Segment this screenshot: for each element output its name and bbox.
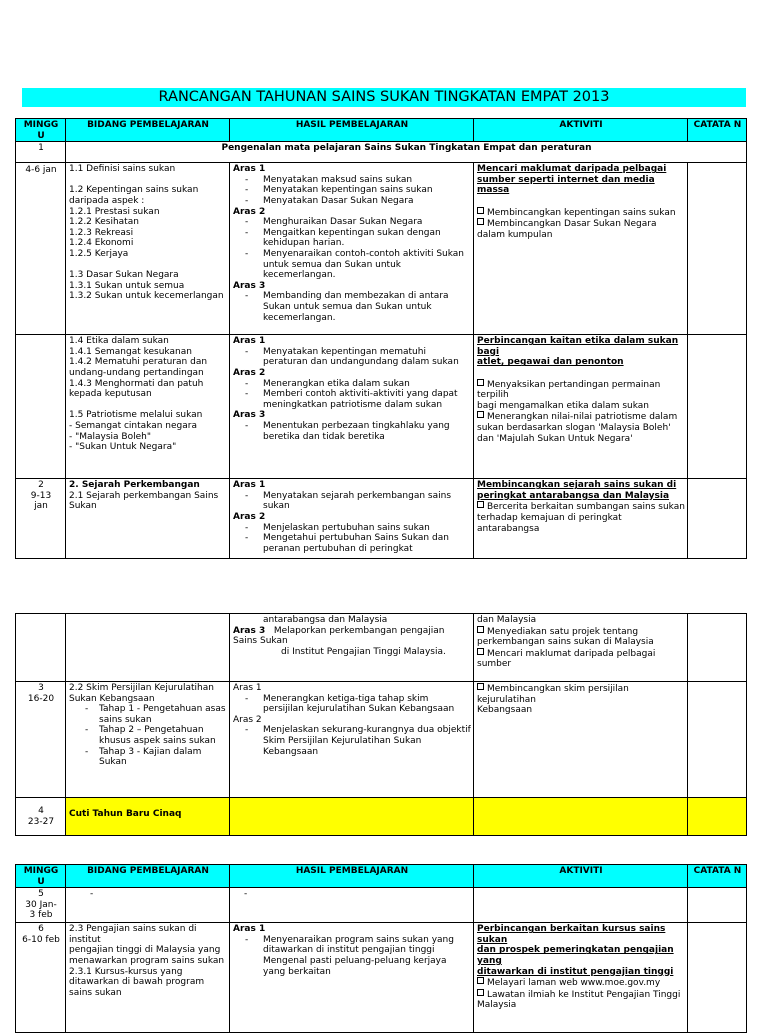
catatan-cell xyxy=(688,163,747,335)
header-catatan: CATATA N xyxy=(688,865,747,888)
list-item: - Menyatakan sejarah perkembangan sains sukan xyxy=(233,491,471,512)
catatan-cell xyxy=(688,614,747,682)
week-number: 6 xyxy=(38,924,44,935)
week-dates: 9-13 xyxy=(30,490,52,501)
header-minggu: MINGG U xyxy=(16,865,66,888)
activity-title: peringkat antarabangsa dan Malaysia xyxy=(477,490,670,501)
hasil-cell xyxy=(230,798,474,836)
week-cell xyxy=(16,888,66,923)
list-item: - Menerangkan ketiga-tiga tahap skim persijilan kejurulatihan Sukan Kebangsaan xyxy=(233,694,471,715)
plan-table-1 xyxy=(15,118,747,559)
list-item: 1.3 Dasar Sukan Negara xyxy=(69,270,179,281)
list-item: - Tahap 3 - Kajian dalam Sukan xyxy=(69,747,227,768)
hasil-cell: - xyxy=(230,888,474,923)
activity-title: Mencari maklumat daripada pelbagai sumber seperti internet dan media massa xyxy=(477,164,667,196)
level-label: Aras 2 xyxy=(233,511,266,522)
list-item: 1.5 Patriotisme melalui sukan xyxy=(69,410,203,421)
week-cell xyxy=(16,335,66,479)
catatan-cell xyxy=(688,682,747,798)
week-cell xyxy=(16,479,66,559)
header-aktiviti: AKTIVITI xyxy=(474,865,688,888)
bidang-cell xyxy=(66,335,230,479)
level-label: Aras 2 xyxy=(233,367,266,378)
list-item: - Menentukan perbezaan tingkahlaku yang beretika dan tidak beretika xyxy=(233,421,471,442)
catatan-cell xyxy=(688,479,747,559)
bidang-cell xyxy=(66,682,230,798)
list-item: Sukan xyxy=(69,501,97,512)
week-dates: 6-10 feb xyxy=(22,934,60,945)
list-item: - Menyenaraikan contoh-contoh aktiviti Sukan untuk semua dan Sukan untuk kecemerlangan. xyxy=(233,249,471,281)
list-item: 2.1 Sejarah perkembangan Sains xyxy=(69,490,219,501)
hasil-cell xyxy=(230,335,474,479)
list-item: - Mengetahui pertubuhan Sains Sukan dan peranan pertubuhan di peringkat xyxy=(233,533,471,554)
intro-text: Pengenalan mata pelajaran Sains Sukan Tingkatan Empat dan peraturan xyxy=(66,142,747,163)
document-title: RANCANGAN TAHUNAN SAINS SUKAN TINGKATAN EMPAT 2013 xyxy=(22,88,746,107)
catatan-cell xyxy=(688,888,747,923)
list-item: 2.3 Pengajian sains sukan di institut xyxy=(69,924,197,945)
bidang-cell xyxy=(66,163,230,335)
activity-title: dan prospek pemeringkatan pengajian yang xyxy=(477,945,674,966)
header-minggu: MINGG U xyxy=(16,119,66,142)
list-item: 1.2.1 Prestasi sukan xyxy=(69,206,160,217)
list-item: 1.3.2 Sukan untuk kecemerlangan xyxy=(69,291,224,302)
list-item: Mencari maklumat daripada pelbagai sumber xyxy=(477,648,685,670)
list-item: 1.4 Etika dalam sukan xyxy=(69,336,169,347)
list-item: sukan berdasarkan slogan 'Malaysia Boleh' xyxy=(477,422,671,433)
week-dates: 23-27 xyxy=(27,817,55,827)
list-item: - Tahap 2 – Pengetahuan khusus aspek sains sukan xyxy=(69,725,227,746)
list-item: - "Sukan Untuk Negara" xyxy=(69,442,177,453)
list-item: Menyaksikan pertandingan permainan terpilih xyxy=(477,379,685,401)
level-label: Aras 3 xyxy=(233,410,266,421)
bidang-cell: - xyxy=(66,888,230,923)
level-label: Aras 1 xyxy=(233,683,262,693)
bidang-cell xyxy=(66,923,230,1033)
table-row xyxy=(16,682,747,798)
list-item: Kebangsaan xyxy=(477,705,533,716)
list-item: Lawatan ilmiah ke Institut Pengajian Tinggi Malaysia xyxy=(477,989,685,1011)
topic-title: 2. Sejarah Perkembangan xyxy=(69,480,200,491)
list-item: 1.4.2 Mematuhi peraturan dan undang-undang pertandingan xyxy=(69,357,208,378)
header-bidang: BIDANG PEMBELAJARAN xyxy=(66,865,230,888)
list-item: Menyediakan satu projek tentang perkembangan sains sukan di Malaysia xyxy=(477,626,685,648)
list-item: - Menerangkan etika dalam sukan xyxy=(233,379,471,390)
list-item: 2.2 Skim Persijilan Kejurulatihan xyxy=(69,683,214,693)
header-bidang: BIDANG PEMBELAJARAN xyxy=(66,119,230,142)
hasil-cell xyxy=(230,479,474,559)
aktiviti-cell xyxy=(474,682,688,798)
week-cell xyxy=(16,614,66,682)
list-item: Sukan Kebangsaan xyxy=(69,693,155,704)
list-item: antarabangsa dan Malaysia xyxy=(263,615,388,625)
table-row xyxy=(16,614,747,682)
level-label: Aras 1 xyxy=(233,164,266,175)
bidang-cell xyxy=(66,614,230,682)
list-item: - Menyenaraikan program sains sukan yang ditawarkan di institut pengajian tinggi Mengenal pasti peluang-peluang kerjaya yang berkaitan xyxy=(233,935,471,977)
list-item: - Semangat cintakan negara xyxy=(69,420,197,431)
list-item: Bercerita berkaitan sumbangan sains sukan xyxy=(477,501,685,513)
list-item: terhadap kemajuan di peringkat antarabangsa xyxy=(477,512,622,534)
level-label: Aras 3 xyxy=(233,280,266,291)
week-dates: 30 Jan- xyxy=(25,899,57,910)
plan-table-3 xyxy=(15,864,747,1033)
list-item: Menerangkan nilai-nilai patriotisme dalam xyxy=(477,411,685,423)
list-item: - Memberi contoh aktiviti-aktiviti yang dapat meningkatkan patriotisme dalam sukan xyxy=(233,389,471,410)
list-item: 1.1 Definisi sains sukan xyxy=(69,164,176,175)
week-number: 2 xyxy=(38,480,44,491)
list-item: 1.2.5 Kerjaya xyxy=(69,248,129,259)
aktiviti-cell xyxy=(474,888,688,923)
week-month: jan xyxy=(34,501,48,512)
hasil-cell xyxy=(230,163,474,335)
header-catatan: CATATA N xyxy=(688,119,747,142)
hasil-cell xyxy=(230,923,474,1033)
week-cell xyxy=(16,682,66,798)
aktiviti-cell xyxy=(474,335,688,479)
activity-title: Perbincangan kaitan etika dalam sukan bagi xyxy=(477,336,679,357)
list-item: - Mengaitkan kepentingan sukan dengan kehidupan harian. xyxy=(233,228,471,249)
week-cell xyxy=(16,923,66,1033)
list-item: 1.2.2 Kesihatan xyxy=(69,217,139,228)
aktiviti-cell xyxy=(474,479,688,559)
plan-table-2 xyxy=(15,613,747,836)
level-label: Aras 2 xyxy=(233,206,266,217)
week-number: 5 xyxy=(38,889,44,900)
list-item: bagi mengamalkan etika dalam sukan xyxy=(477,400,649,411)
week-dates: 3 feb xyxy=(29,910,53,921)
table-row xyxy=(16,479,747,559)
list-item: Membincangkan Dasar Sukan Negara dalam kumpulan xyxy=(477,218,685,240)
table-header-row xyxy=(16,865,747,888)
aktiviti-cell xyxy=(474,923,688,1033)
list-item: 1.2.4 Ekonomi xyxy=(69,238,134,249)
list-item: 1.4.3 Menghormati dan patuh kepada keputusan xyxy=(69,378,204,400)
catatan-cell xyxy=(688,335,747,479)
aktiviti-cell xyxy=(474,614,688,682)
header-hasil: HASIL PEMBELAJARAN xyxy=(230,119,474,142)
table-row xyxy=(16,923,747,1033)
hasil-cell xyxy=(230,614,474,682)
hasil-cell xyxy=(230,682,474,798)
activity-title: atlet, pegawai dan penonton xyxy=(477,357,624,368)
table-row xyxy=(16,335,747,479)
list-item: dan Malaysia xyxy=(477,615,537,625)
list-item: - Menyatakan kepentingan mematuhi peraturan dan undangundang dalam sukan xyxy=(233,347,471,368)
list-item: Membincangkan kepentingan sains sukan xyxy=(477,207,685,219)
week-number: 4 xyxy=(38,806,44,817)
activity-title: Perbincangan berkaitan kursus sains sukan xyxy=(477,924,666,945)
level-label: Aras 3 xyxy=(233,625,266,636)
list-item: - Menjelaskan sekurang-kurangnya dua objektif Skim Persijilan Kejurulatihan Sukan Kebangsaan xyxy=(233,725,471,757)
catatan-cell xyxy=(688,923,747,1033)
list-item: 1.2.3 Rekreasi xyxy=(69,227,134,238)
table-row xyxy=(16,798,747,836)
list-item: 1.4.1 Semangat kesukanan xyxy=(69,346,192,357)
level-label: Aras 1 xyxy=(233,924,266,935)
table-row xyxy=(16,888,747,923)
week-cell: 4-6 jan xyxy=(16,163,66,335)
list-item: Melayari laman web www.moe.gov.my xyxy=(477,977,685,989)
week-number: 3 xyxy=(38,683,44,693)
table-row xyxy=(16,163,747,335)
list-item: - Menyatakan kepentingan sains sukan xyxy=(233,185,471,196)
activity-title: ditawarkan di institut pengajian tinggi xyxy=(477,966,674,977)
week-cell: 1 xyxy=(16,142,66,163)
level-label: Aras 2 xyxy=(233,714,262,725)
header-hasil: HASIL PEMBELAJARAN xyxy=(230,865,474,888)
list-item: - Membanding dan membezakan di antara Sukan untuk semua dan Sukan untuk kecemerlangan. xyxy=(233,291,471,323)
week-dates: 16-20 xyxy=(27,693,55,704)
list-item: di Institut Pengajian Tinggi Malaysia. xyxy=(281,646,446,657)
holiday-label: Cuti Tahun Baru Cinaq xyxy=(66,798,230,836)
list-item: 1.2 Kepentingan sains sukan daripada aspek : xyxy=(69,185,199,206)
list-item: 2.3.1 Kursus-kursus yang ditawarkan di bawah program sains sukan xyxy=(69,966,205,998)
list-item: - "Malaysia Boleh" xyxy=(69,431,151,442)
catatan-cell xyxy=(688,798,747,836)
list-item: dan 'Majulah Sukan Untuk Negara' xyxy=(477,433,633,444)
list-item: - Menghuraikan Dasar Sukan Negara xyxy=(233,217,471,228)
list-item: - Tahap 1 - Pengetahuan asas sains sukan xyxy=(69,704,227,725)
list-item: - Menyatakan Dasar Sukan Negara xyxy=(233,196,471,207)
aktiviti-cell xyxy=(474,163,688,335)
week-cell xyxy=(16,798,66,836)
table-header-row xyxy=(16,119,747,142)
bidang-cell xyxy=(66,479,230,559)
list-item: 1.3.1 Sukan untuk semua xyxy=(69,280,185,291)
list-item: Membincangkan skim persijilan kejurulatihan xyxy=(477,683,685,705)
level-label: Aras 1 xyxy=(233,480,266,491)
list-item: pengajian tinggi di Malaysia yang menawarkan program sains sukan xyxy=(69,945,225,966)
header-aktiviti: AKTIVITI xyxy=(474,119,688,142)
list-item: - Menjelaskan pertubuhan sains sukan xyxy=(233,523,471,534)
level-label: Aras 1 xyxy=(233,336,266,347)
activity-title: Membincangkan sejarah sains sukan di xyxy=(477,480,677,491)
list-item: Melaporkan perkembangan pengajian Sains Sukan xyxy=(233,625,445,647)
aktiviti-cell xyxy=(474,798,688,836)
table-row xyxy=(16,142,747,163)
list-item: - Menyatakan maksud sains sukan xyxy=(233,175,471,186)
